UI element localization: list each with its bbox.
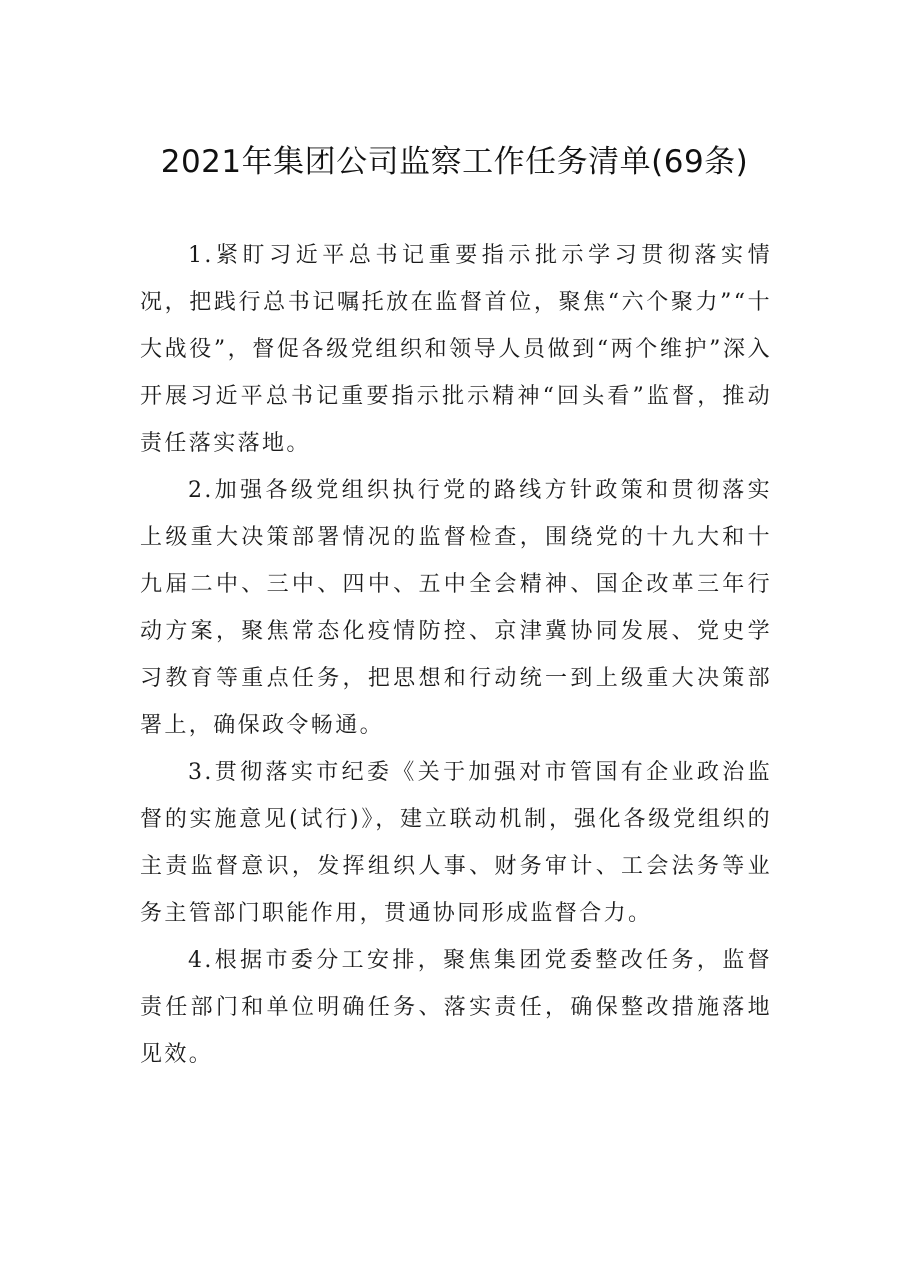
document-body xyxy=(140,232,772,1078)
paragraph-4: 4.根据市委分工安排，聚焦集团党委整改任务，监督责任部门和单位明确任务、落实责任，确保整改措施落地见效。 xyxy=(140,948,772,1067)
document-title: 2021年集团公司监察工作任务清单(69条) xyxy=(160,144,749,180)
paragraph-2: 2.加强各级党组织执行党的路线方针政策和贯彻落实上级重大决策部署情况的监督检查，围绕党的十九大和十九届二中、三中、四中、五中全会精神、国企改革三年行动方案，聚焦常态化疫情防控、京津冀协同发展、党史学习教育等重点任务，把思想和行动统一到上级重大决策部署上，确保政令畅通。 xyxy=(140,478,772,738)
paragraph-3: 3.贯彻落实市纪委《关于加强对市管国有企业政治监督的实施意见(试行)》，建立联动机制，强化各级党组织的主责监督意识，发挥组织人事、财务审计、工会法务等业务主管部门职能作用，贯通协同形成监督合力。 xyxy=(140,760,772,926)
paragraph-1: 1.紧盯习近平总书记重要指示批示学习贯彻落实情况，把践行总书记嘱托放在监督首位，聚焦“六个聚力”“十大战役”，督促各级党组织和领导人员做到“两个维护”深入开展习近平总书记重要指示批示精神“回头看”监督，推动责任落实落地。 xyxy=(140,243,772,456)
